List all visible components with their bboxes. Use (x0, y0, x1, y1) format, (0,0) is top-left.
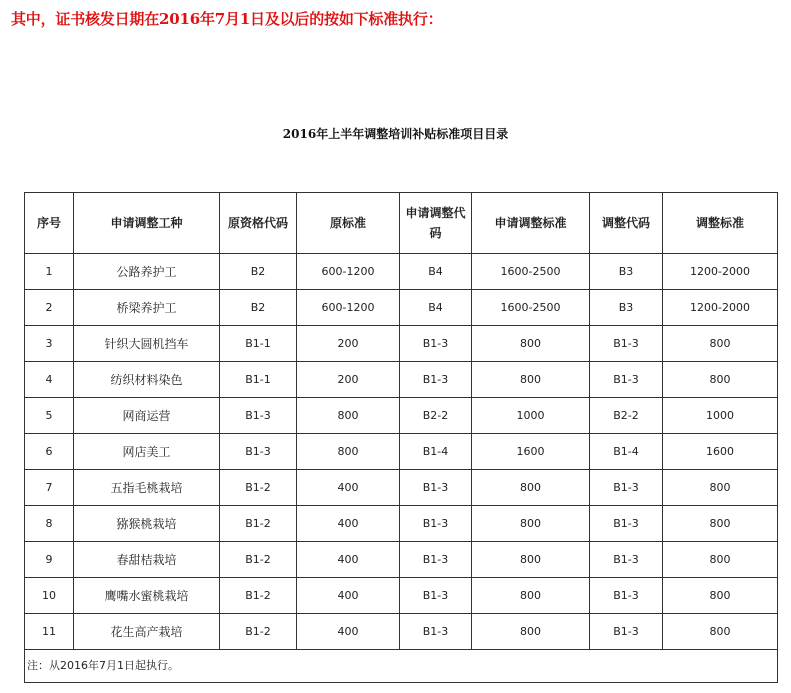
cell-adjusted-code: B1-4 (590, 434, 663, 470)
cell-adjusted-standard: 800 (663, 506, 778, 542)
cell-original-standard: 400 (297, 506, 400, 542)
cell-original-code: B1-3 (220, 434, 297, 470)
cell-requested-standard: 800 (472, 470, 590, 506)
cell-index: 7 (25, 470, 74, 506)
cell-requested-code: B1-3 (400, 362, 472, 398)
cell-original-standard: 400 (297, 542, 400, 578)
cell-index: 2 (25, 290, 74, 326)
cell-trade: 公路养护工 (74, 254, 220, 290)
cell-index: 6 (25, 434, 74, 470)
table-row (25, 254, 778, 290)
cell-original-standard: 200 (297, 362, 400, 398)
header-cell-requested-code: 申请调整代码 (400, 193, 472, 254)
cell-original-standard: 400 (297, 578, 400, 614)
cell-index: 5 (25, 398, 74, 434)
cell-original-code: B1-1 (220, 326, 297, 362)
cell-original-standard: 200 (297, 326, 400, 362)
cell-original-code: B1-2 (220, 542, 297, 578)
notice-text: 其中，证书核发日期在2016年7月1日及以后的按如下标准执行： (11, 10, 443, 28)
cell-index: 9 (25, 542, 74, 578)
cell-original-standard: 800 (297, 434, 400, 470)
cell-requested-standard: 1600-2500 (472, 290, 590, 326)
cell-adjusted-standard: 1200-2000 (663, 254, 778, 290)
cell-original-code: B1-2 (220, 578, 297, 614)
table-row (25, 578, 778, 614)
cell-requested-code: B1-3 (400, 326, 472, 362)
cell-adjusted-standard: 800 (663, 470, 778, 506)
table-row (25, 506, 778, 542)
cell-trade: 猕猴桃栽培 (74, 506, 220, 542)
cell-requested-standard: 800 (472, 614, 590, 650)
cell-adjusted-standard: 1600 (663, 434, 778, 470)
cell-trade: 桥梁养护工 (74, 290, 220, 326)
cell-requested-standard: 800 (472, 362, 590, 398)
cell-trade: 网店美工 (74, 434, 220, 470)
cell-trade: 花生高产栽培 (74, 614, 220, 650)
cell-adjusted-code: B1-3 (590, 470, 663, 506)
cell-requested-code: B1-3 (400, 614, 472, 650)
cell-original-code: B1-2 (220, 614, 297, 650)
cell-trade: 鹰嘴水蜜桃栽培 (74, 578, 220, 614)
header-cell-requested-standard: 申请调整标准 (472, 193, 590, 254)
table-row (25, 614, 778, 650)
cell-original-code: B1-2 (220, 470, 297, 506)
cell-requested-standard: 800 (472, 542, 590, 578)
cell-adjusted-standard: 800 (663, 362, 778, 398)
cell-requested-standard: 800 (472, 578, 590, 614)
cell-original-standard: 600-1200 (297, 254, 400, 290)
footnote-text: 注：从2016年7月1日起执行。 (25, 650, 778, 683)
cell-adjusted-code: B1-3 (590, 326, 663, 362)
cell-requested-code: B4 (400, 290, 472, 326)
cell-original-standard: 600-1200 (297, 290, 400, 326)
table-header-row (25, 193, 778, 254)
cell-index: 3 (25, 326, 74, 362)
header-cell-original-standard: 原标准 (297, 193, 400, 254)
table-row (25, 542, 778, 578)
cell-original-code: B1-3 (220, 398, 297, 434)
cell-adjusted-code: B2-2 (590, 398, 663, 434)
cell-adjusted-code: B1-3 (590, 542, 663, 578)
cell-requested-standard: 1600 (472, 434, 590, 470)
cell-requested-code: B1-3 (400, 542, 472, 578)
cell-trade: 网商运营 (74, 398, 220, 434)
cell-adjusted-code: B1-3 (590, 506, 663, 542)
cell-original-code: B2 (220, 254, 297, 290)
header-cell-adjusted-standard: 调整标准 (663, 193, 778, 254)
footnote-row (25, 650, 778, 683)
cell-adjusted-code: B3 (590, 254, 663, 290)
table-row (25, 362, 778, 398)
cell-adjusted-standard: 1200-2000 (663, 290, 778, 326)
cell-requested-standard: 1000 (472, 398, 590, 434)
table-row (25, 398, 778, 434)
cell-requested-standard: 800 (472, 326, 590, 362)
cell-requested-code: B1-4 (400, 434, 472, 470)
cell-adjusted-standard: 800 (663, 614, 778, 650)
cell-requested-code: B4 (400, 254, 472, 290)
cell-trade: 五指毛桃栽培 (74, 470, 220, 506)
table-row (25, 290, 778, 326)
header-cell-original-code: 原资格代码 (220, 193, 297, 254)
cell-adjusted-standard: 1000 (663, 398, 778, 434)
header-cell-index: 序号 (25, 193, 74, 254)
cell-trade: 春甜桔栽培 (74, 542, 220, 578)
cell-trade: 纺织材料染色 (74, 362, 220, 398)
cell-adjusted-standard: 800 (663, 326, 778, 362)
cell-index: 8 (25, 506, 74, 542)
cell-original-standard: 800 (297, 398, 400, 434)
cell-adjusted-code: B1-3 (590, 578, 663, 614)
cell-index: 10 (25, 578, 74, 614)
cell-requested-standard: 800 (472, 506, 590, 542)
cell-adjusted-code: B1-3 (590, 614, 663, 650)
table-title: 2016年上半年调整培训补贴标准项目目录 (282, 127, 509, 141)
cell-requested-standard: 1600-2500 (472, 254, 590, 290)
cell-adjusted-standard: 800 (663, 542, 778, 578)
cell-adjusted-code: B1-3 (590, 362, 663, 398)
cell-original-code: B2 (220, 290, 297, 326)
cell-trade: 针织大圆机挡车 (74, 326, 220, 362)
cell-requested-code: B1-3 (400, 470, 472, 506)
cell-requested-code: B1-3 (400, 578, 472, 614)
table-row (25, 326, 778, 362)
cell-original-code: B1-1 (220, 362, 297, 398)
cell-original-standard: 400 (297, 614, 400, 650)
cell-original-code: B1-2 (220, 506, 297, 542)
cell-adjusted-code: B3 (590, 290, 663, 326)
cell-requested-code: B1-3 (400, 506, 472, 542)
cell-adjusted-standard: 800 (663, 578, 778, 614)
table-row (25, 434, 778, 470)
cell-index: 11 (25, 614, 74, 650)
cell-index: 4 (25, 362, 74, 398)
cell-requested-code: B2-2 (400, 398, 472, 434)
subsidy-standard-table (24, 192, 778, 683)
header-cell-adjusted-code: 调整代码 (590, 193, 663, 254)
cell-index: 1 (25, 254, 74, 290)
header-cell-trade: 申请调整工种 (74, 193, 220, 254)
cell-original-standard: 400 (297, 470, 400, 506)
table-row (25, 470, 778, 506)
